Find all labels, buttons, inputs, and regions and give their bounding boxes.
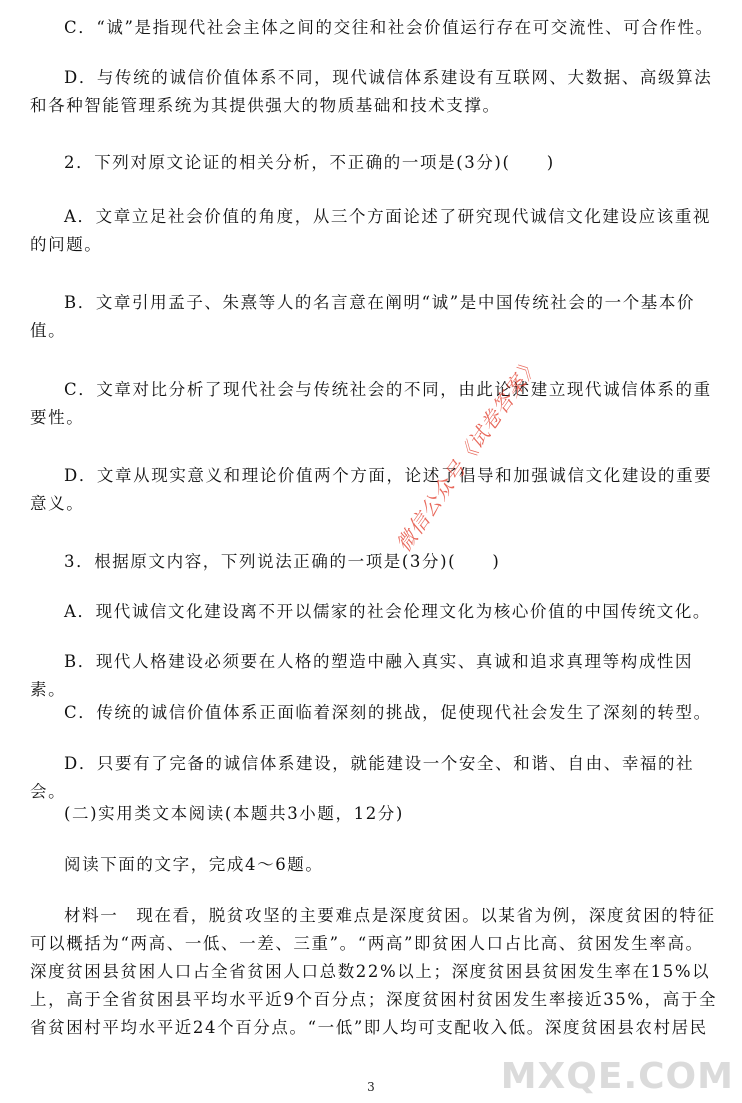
option-a-q2: A．文章立足社会价值的角度，从三个方面论述了研究现代诚信文化建设应该重视的问题。 — [30, 207, 712, 254]
watermark-stamp: 微信公众号《试卷答案》 — [391, 353, 544, 557]
section-heading: (二)实用类文本阅读(本题共3小题，12分) — [64, 804, 404, 823]
option-d-q1: D．与传统的诚信价值体系不同，现代诚信体系建设有互联网、大数据、高级算法和各种智能管理系统为其提供强大的物质基础和技术支撑。 — [30, 68, 713, 115]
question-3: 3．根据原文内容，下列说法正确的一项是(3分)( ) — [64, 552, 501, 571]
question-2: 2．下列对原文论证的相关分析，不正确的一项是(3分)( ) — [64, 153, 555, 172]
option-c-q2: C．文章对比分析了现代社会与传统社会的不同，由此论述建立现代诚信体系的重要性。 — [30, 380, 712, 427]
option-d-q3: D．只要有了完备的诚信体系建设，就能建设一个安全、和谐、自由、幸福的社会。 — [30, 754, 695, 801]
option-c-q1: C．“诚”是指现代社会主体之间的交往和社会价值运行存在可交流性、可合作性。 — [64, 18, 714, 37]
material-one-paragraph: 材料一 现在看，脱贫攻坚的主要难点是深度贫困。以某省为例，深度贫困的特征可以概括为“两高、一低、一差、三重”。“两高”即贫困人口占比高、贫困发生率高。深度贫困县贫困人口占全省贫困人口总数22%以上；深度贫困县贫困发生率在15%以上，高于全省贫困县平均水平近9个百分点；深度贫困村贫困发生率接近35%，高于全省贫困村平均水平近24个百分点。“一低”即人均可支配收入低。深度贫困县农村居民 — [30, 906, 718, 1037]
corner-logo-watermark: MXQE.COM — [500, 1056, 734, 1097]
reading-instruction: 阅读下面的文字，完成4～6题。 — [64, 855, 324, 874]
option-c-q3: C．传统的诚信价值体系正面临着深刻的挑战，促使现代社会发生了深刻的转型。 — [64, 703, 712, 722]
page-number: 3 — [367, 1080, 375, 1094]
option-b-q2: B．文章引用孟子、朱熹等人的名言意在阐明“诚”是中国传统社会的一个基本价值。 — [30, 293, 696, 340]
option-a-q3: A．现代诚信文化建设离不开以儒家的社会伦理文化为核心价值的中国传统文化。 — [64, 602, 712, 621]
option-b-q3: B．现代人格建设必须要在人格的塑造中融入真实、真诚和追求真理等构成性因素。 — [30, 652, 694, 699]
option-d-q2: D．文章从现实意义和理论价值两个方面，论述了倡导和加强诚信文化建设的重要意义。 — [30, 466, 713, 513]
